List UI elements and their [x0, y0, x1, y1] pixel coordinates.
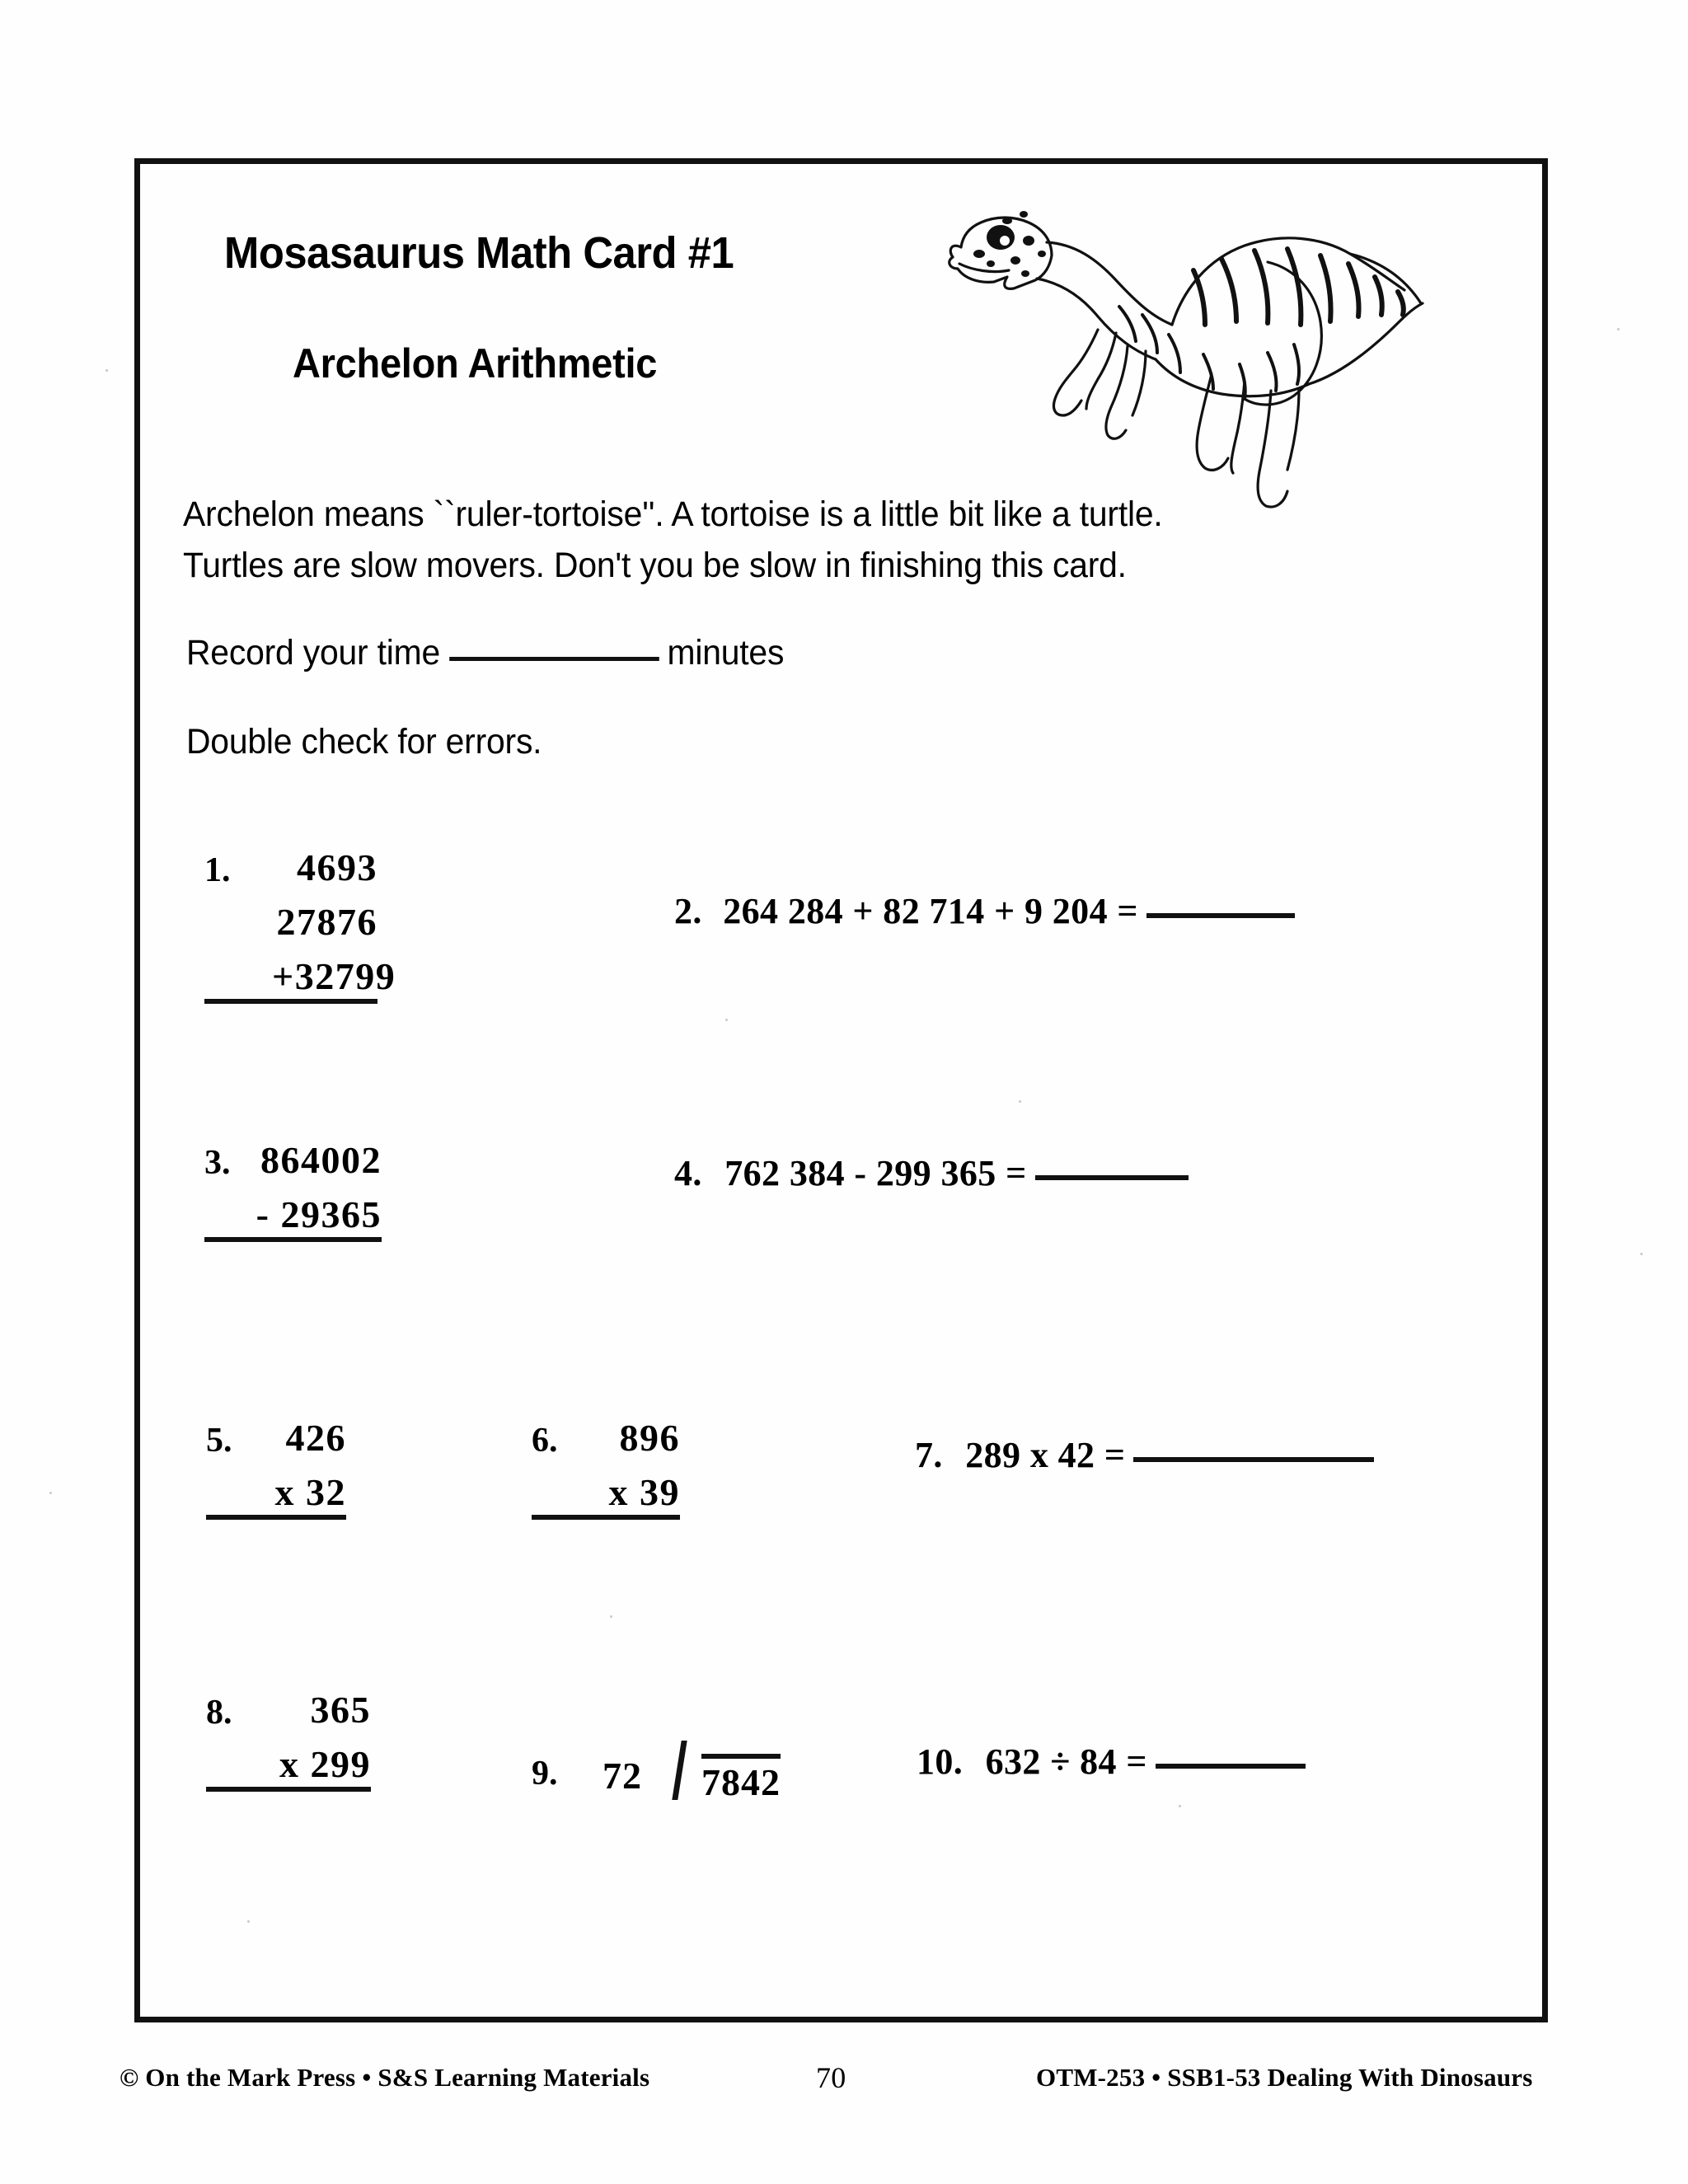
problem-10: [917, 1741, 1306, 1783]
problem-4-answer-blank[interactable]: [1035, 1175, 1189, 1180]
problem-3-minuend: 864002: [260, 1139, 382, 1181]
problem-5-multiplicand: 426: [285, 1417, 346, 1459]
division-bracket-icon: [672, 1741, 703, 1800]
problem-10-answer-blank[interactable]: [1156, 1764, 1306, 1769]
problem-1-number: 1.: [204, 851, 231, 889]
problem-6-number: 6.: [532, 1422, 558, 1460]
problem-2-answer-blank[interactable]: [1146, 913, 1295, 918]
problem-8-multiplicand: 365: [310, 1689, 371, 1731]
problem-8: [206, 1691, 371, 1792]
intro-text-line-2: Turtles are slow movers. Don't you be slow in finishing this card.: [183, 546, 1127, 585]
problem-1-addend-1: 4693: [297, 846, 377, 888]
problem-4: [674, 1152, 1189, 1194]
problem-3-subtrahend: - 29365: [204, 1196, 382, 1242]
problem-9-dividend: 7842: [701, 1754, 781, 1804]
problem-2-number: 2.: [674, 891, 702, 931]
problem-7: [915, 1434, 1374, 1476]
scan-speck: [106, 369, 108, 372]
scan-speck: [1640, 1253, 1643, 1255]
problem-1-addend-2: 27876: [276, 901, 377, 943]
problem-5-multiplier: x 32: [206, 1474, 346, 1520]
record-time-row: [186, 633, 784, 673]
double-check-instruction: Double check for errors.: [186, 722, 542, 762]
problem-7-answer-blank[interactable]: [1133, 1457, 1374, 1462]
problem-1-addend-3: +32799: [204, 958, 377, 1004]
intro-text-line-1: Archelon means ``ruler-tortoise''. A tortoise is a little bit like a turtle.: [183, 494, 1163, 534]
problem-10-number: 10.: [917, 1741, 964, 1782]
footer-copyright: © On the Mark Press • S&S Learning Materials: [120, 2063, 650, 2092]
problem-7-number: 7.: [915, 1435, 943, 1475]
problem-2-expression: 264 284 + 82 714 + 9 204 =: [723, 891, 1138, 931]
problem-5: [206, 1419, 346, 1520]
problem-6-multiplicand: 896: [619, 1417, 680, 1459]
problem-9: [532, 1721, 804, 1811]
footer-page-number: 70: [816, 2061, 846, 2094]
scan-speck: [49, 1492, 52, 1494]
problem-3: [204, 1141, 382, 1242]
problem-7-expression: 289 x 42 =: [965, 1435, 1126, 1475]
problem-5-number: 5.: [206, 1422, 232, 1460]
page-title: Mosasaurus Math Card #1: [224, 228, 734, 278]
problem-10-expression: 632 ÷ 84 =: [985, 1741, 1147, 1782]
problem-4-expression: 762 384 - 299 365 =: [724, 1153, 1027, 1193]
page-subtitle: Archelon Arithmetic: [293, 340, 658, 387]
problem-1: [204, 846, 396, 1004]
scan-speck: [1617, 328, 1620, 330]
problem-4-number: 4.: [674, 1153, 702, 1193]
record-time-label: Record your time: [186, 633, 440, 673]
record-time-blank[interactable]: [449, 657, 659, 661]
problem-2: [674, 890, 1295, 932]
dinosaur-illustration: [921, 183, 1432, 513]
problem-6: [532, 1419, 680, 1520]
footer-product-code: OTM-253 • SSB1-53 Dealing With Dinosaurs: [1036, 2063, 1533, 2092]
problem-9-number: 9.: [532, 1755, 558, 1793]
problem-8-multiplier: x 299: [206, 1746, 371, 1792]
problem-9-divisor: 72: [603, 1755, 642, 1797]
problem-3-number: 3.: [204, 1144, 231, 1182]
problem-8-number: 8.: [206, 1694, 232, 1732]
record-time-unit: minutes: [667, 633, 785, 673]
problem-6-multiplier: x 39: [532, 1474, 680, 1520]
